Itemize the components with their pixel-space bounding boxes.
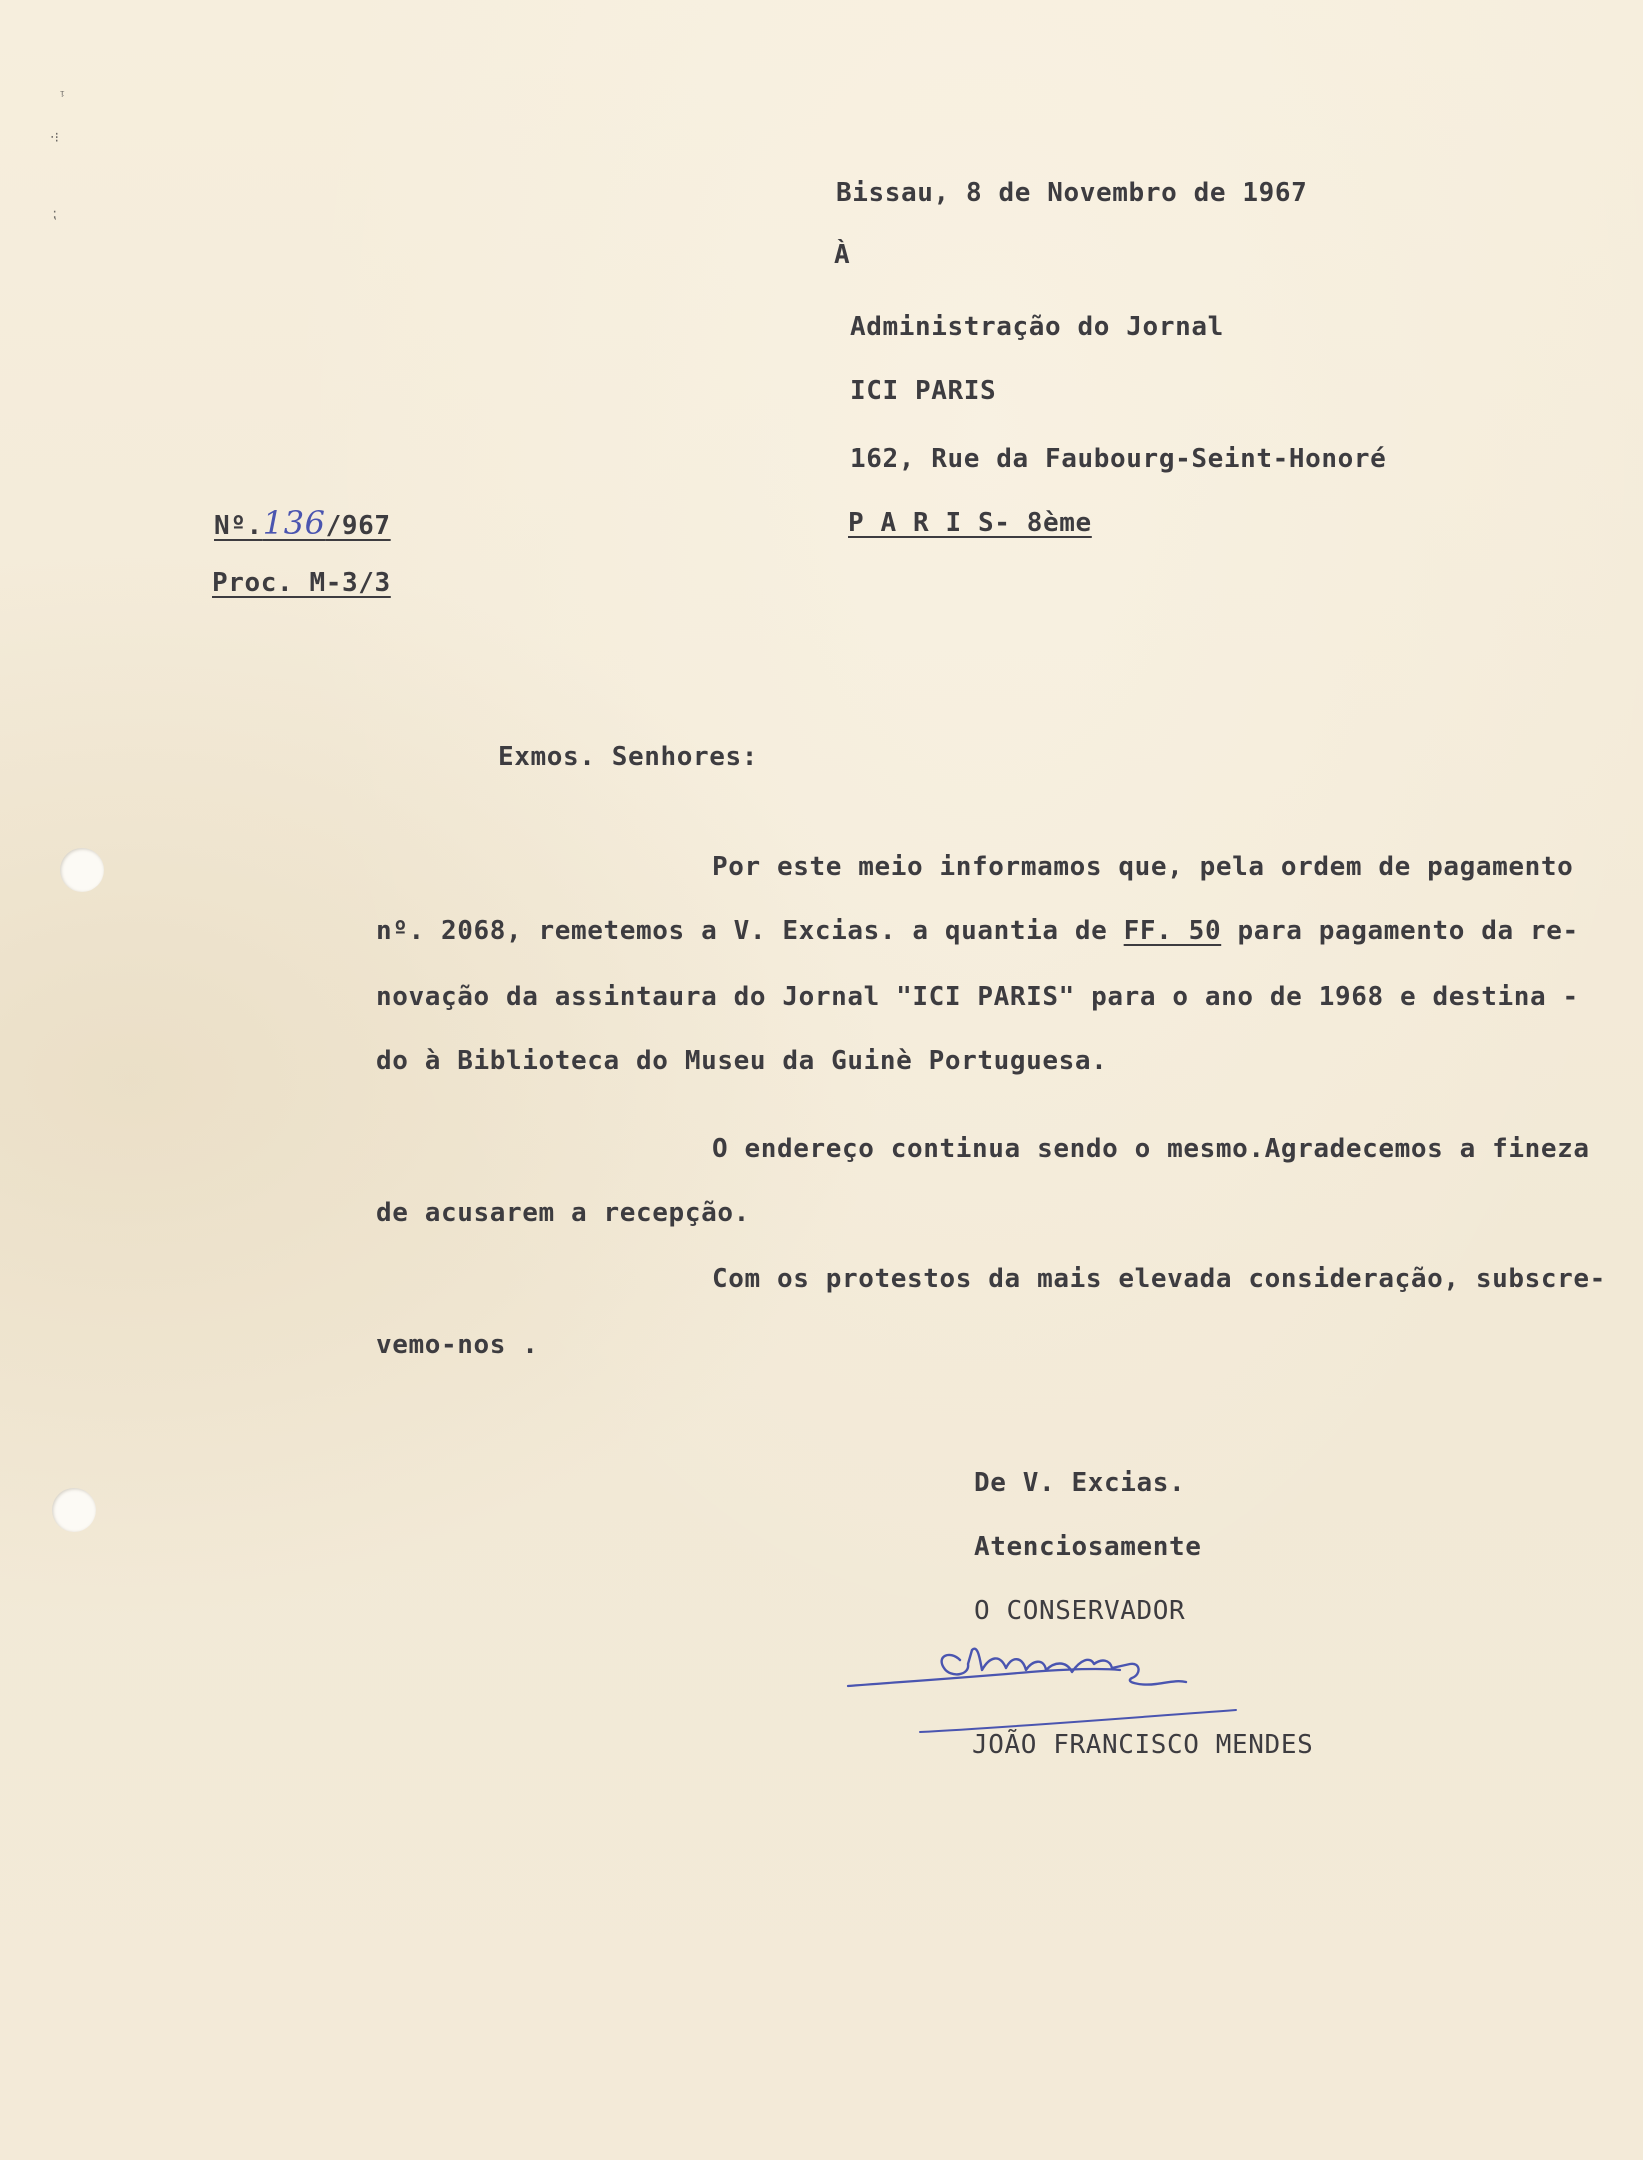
margin-mark: ⁏ — [52, 206, 57, 222]
paragraph-1-line-3: novação da assintaura do Jornal "ICI PARIS" para o ano de 1968 e destina - — [376, 982, 1579, 1012]
signatory-name: JOÃO FRANCISCO MENDES — [972, 1730, 1314, 1760]
salutation: Exmos. Senhores: — [498, 742, 759, 772]
margin-mark: ᵎ — [58, 88, 67, 104]
reference-number-suffix: /967 — [325, 511, 391, 541]
paragraph-3-line-2: vemo-nos . — [376, 1330, 539, 1360]
paragraph-1-line-2-start: nº. 2068, remetemos a V. Excias. a quantia de — [376, 916, 1108, 946]
payment-amount: FF. 50 — [1123, 916, 1222, 946]
signatory-title: O CONSERVADOR — [974, 1596, 1186, 1626]
margin-mark: ‧⁝ — [50, 130, 59, 146]
date-line: Bissau, 8 de Novembro de 1967 — [836, 178, 1308, 208]
recipient-line-1: Administração do Jornal — [850, 312, 1224, 342]
handwritten-signature — [840, 1620, 1260, 1740]
punch-hole-top — [60, 848, 104, 892]
reference-number — [214, 504, 391, 542]
recipient-line-3: 162, Rue da Faubourg-Seint-Honoré — [850, 444, 1387, 474]
to-mark: À — [834, 240, 851, 270]
reference-number-prefix: Nº. — [214, 511, 263, 541]
recipient-line-2: ICI PARIS — [850, 376, 997, 406]
closing-line-2: Atenciosamente — [974, 1532, 1202, 1562]
paragraph-3-line-1: Com os protestos da mais elevada consideração, subscre- — [712, 1264, 1606, 1294]
paragraph-2-line-2: de acusarem a recepção. — [376, 1198, 750, 1228]
recipient-line-4: P A R I S- 8ème — [848, 508, 1092, 538]
punch-hole-bottom — [52, 1488, 96, 1532]
paragraph-1-line-2-end: para pagamento da re- — [1237, 916, 1579, 946]
paragraph-1-line-4: do à Biblioteca do Museu da Guinè Portuguesa. — [376, 1046, 1108, 1076]
paragraph-1-line-1: Por este meio informamos que, pela ordem de pagamento — [712, 852, 1574, 882]
process-reference: Proc. M-3/3 — [212, 568, 391, 598]
reference-number-handwritten: 136 — [262, 504, 326, 542]
paragraph-2-line-1: O endereço continua sendo o mesmo.Agradecemos a fineza — [712, 1134, 1590, 1164]
paragraph-1-line-2 — [376, 916, 1579, 946]
closing-line-1: De V. Excias. — [974, 1468, 1186, 1498]
